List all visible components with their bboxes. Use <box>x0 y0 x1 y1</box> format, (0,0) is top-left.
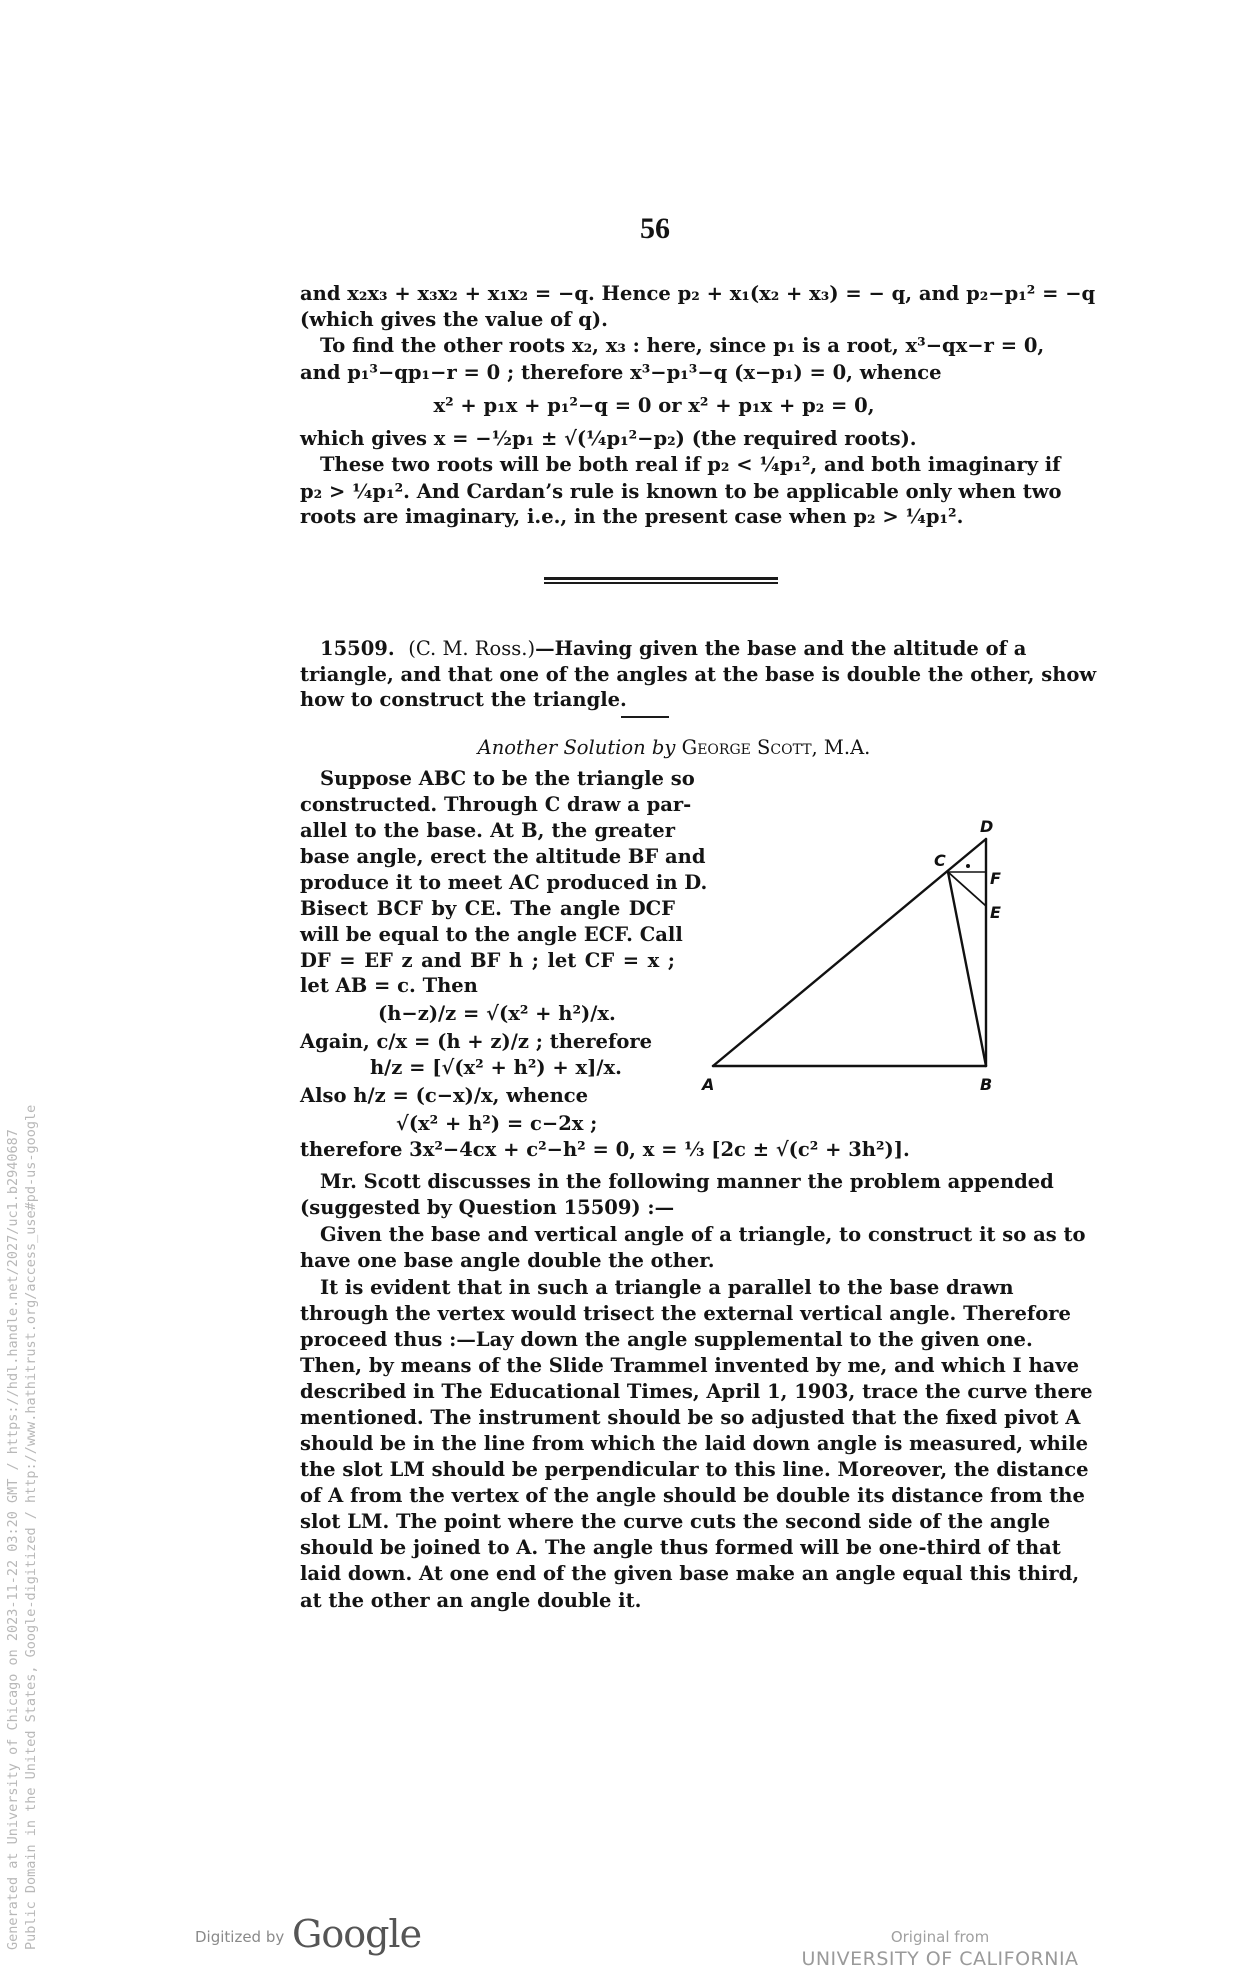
equation-5: √(x² + h²) = c−2x ; <box>396 1112 598 1135</box>
text-line: p₂ > ¼p₁². And Cardan’s rule is known to be applicable only when two <box>300 480 1062 503</box>
text-line: These two roots will be both real if p₂ < ¼p₁², and both imaginary if <box>320 453 1061 476</box>
label-a: A <box>702 1075 715 1094</box>
question-first-line <box>300 636 1027 662</box>
text-line: constructed. Through C draw a par- <box>300 793 692 816</box>
question-number: 15509. <box>320 637 395 660</box>
text-line: proceed thus :—Lay down the angle supplemental to the given one. <box>300 1328 1033 1351</box>
text-line: laid down. At one end of the given base make an angle equal this third, <box>300 1562 1080 1585</box>
question-text: —Having given the base and the altitude of a <box>535 637 1027 660</box>
separator-rule-top <box>544 577 778 580</box>
separator-rule-bottom <box>544 582 778 584</box>
text-line: and x₂x₃ + x₃x₂ + x₁x₂ = −q. Hence p₂ + x₁(x₂ + x₃) = − q, and p₂−p₁² = −q <box>300 282 1096 305</box>
text-line: (suggested by Question 15509) :— <box>300 1196 675 1219</box>
text-line: allel to the base. At B, the greater <box>300 819 675 842</box>
display-equation: x² + p₁x + p₁²−q = 0 or x² + p₁x + p₂ = 0, <box>433 394 875 417</box>
text-line: slot LM. The point where the curve cuts the second side of the angle <box>300 1510 1051 1533</box>
text-line: produce it to meet AC produced in D. <box>300 871 708 894</box>
equation-2: Again, c/x = (h + z)/z ; therefore <box>300 1030 653 1053</box>
label-e: E <box>990 903 1001 922</box>
text-line: through the vertex would trisect the external vertical angle. Therefore <box>300 1302 1071 1325</box>
text-line: at the other an angle double it. <box>300 1589 642 1612</box>
text-line: how to construct the triangle. <box>300 688 627 711</box>
question-author: (C. M. Ross.) <box>408 637 536 660</box>
text-line: (which gives the value of q). <box>300 308 608 331</box>
equation-6: therefore 3x²−4cx + c²−h² = 0, x = ⅓ [2c ± √(c² + 3h²)]. <box>300 1138 910 1161</box>
text-line: mentioned. The instrument should be so adjusted that the fixed pivot A <box>300 1406 1081 1429</box>
equation-1: (h−z)/z = √(x² + h²)/x. <box>378 1002 616 1025</box>
solution-heading <box>320 735 1028 761</box>
side-watermark-line-2: Public Domain in the United States, Google-digitized / http://www.hathitrust.org/access_use#pd-us-google <box>23 1104 39 1950</box>
text-line: Given the base and vertical angle of a triangle, to construct it so as to <box>320 1223 1086 1246</box>
page-number: 56 <box>640 212 670 245</box>
triangle-diagram <box>690 810 1010 1100</box>
label-d: D <box>980 817 994 836</box>
text-line: Then, by means of the Slide Trammel invented by me, and which I have <box>300 1354 1080 1377</box>
text-line: of A from the vertex of the angle should be double its distance from the <box>300 1484 1085 1507</box>
solution-heading-italic: Another Solution by <box>477 736 676 759</box>
text-line: Bisect BCF by CE. The angle DCF <box>300 897 675 920</box>
label-c: C <box>934 851 946 870</box>
text-line: base angle, erect the altitude BF and <box>300 845 706 868</box>
text-line: Mr. Scott discusses in the following manner the problem appended <box>320 1170 1054 1193</box>
university-label: UNIVERSITY OF CALIFORNIA <box>801 1948 1079 1970</box>
label-f: F <box>990 869 1001 888</box>
solution-author: George Scott, M.A. <box>681 736 871 759</box>
equation-3: h/z = [√(x² + h²) + x]/x. <box>370 1056 622 1079</box>
text-line: which gives x = −½p₁ ± √(¼p₁²−p₂) (the required roots). <box>300 427 917 450</box>
text-line: It is evident that in such a triangle a parallel to the base drawn <box>320 1276 1014 1299</box>
text-line: let AB = c. Then <box>300 974 478 997</box>
text-line: should be joined to A. The angle thus formed will be one-third of that <box>300 1536 1061 1559</box>
google-logo: Google <box>292 1912 422 1956</box>
text-line: roots are imaginary, i.e., in the present case when p₂ > ¼p₁². <box>300 505 964 528</box>
short-rule <box>621 716 669 718</box>
side-ad <box>713 839 986 1066</box>
text-line: To find the other roots x₂, x₃ : here, since p₁ is a root, x³−qx−r = 0, <box>320 334 1045 357</box>
text-line: should be in the line from which the laid down angle is measured, while <box>300 1432 1089 1455</box>
label-b: B <box>980 1075 993 1094</box>
text-line: triangle, and that one of the angles at the base is double the other, show <box>300 663 1097 686</box>
angle-mark <box>966 864 970 868</box>
text-line: Suppose ABC to be the triangle so <box>320 767 695 790</box>
text-line: DF = EF z and BF h ; let CF = x ; <box>300 949 675 972</box>
digitized-by-label: Digitized by <box>195 1928 285 1946</box>
text-line: the slot LM should be perpendicular to this line. Moreover, the distance <box>300 1458 1089 1481</box>
text-line: described in The Educational Times, April 1, 1903, trace the curve there <box>300 1380 1093 1403</box>
equation-4: Also h/z = (c−x)/x, whence <box>300 1084 589 1107</box>
original-from-label: Original from <box>890 1928 990 1946</box>
side-watermark-line-1: Generated at University of Chicago on 2023-11-22 03:20 GMT / https://hdl.handle.net/2027/uc1.b2940687 <box>5 1129 21 1950</box>
text-line: will be equal to the angle ECF. Call <box>300 923 683 946</box>
text-line: and p₁³−qp₁−r = 0 ; therefore x³−p₁³−q (x−p₁) = 0, whence <box>300 361 942 384</box>
text-line: have one base angle double the other. <box>300 1249 715 1272</box>
